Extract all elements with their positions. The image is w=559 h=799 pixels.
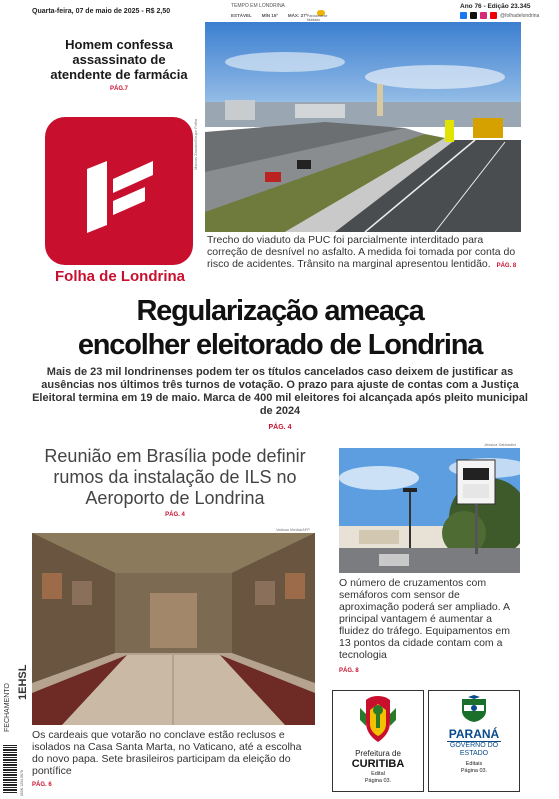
folha-logo	[45, 117, 193, 265]
edition-number: Ano 76 - Edição 23.345	[460, 3, 531, 10]
ad1-line1: Prefeitura de	[355, 749, 401, 758]
spine-issn: ISSN 1234-5678	[20, 770, 24, 796]
photo-traffic-page: PÁG. 8	[339, 668, 359, 674]
main-lead: Mais de 23 mil londrinenses podem ter os títulos cancelados caso deixem de justificar as ausências nos últimos três turnos de votação. O prazo para ajuste de contas com a Justiça Eleitoral termina em 19 de maio. Marca de 400 mil eleitores foi alcançada após pleito municipal de 2024	[32, 366, 528, 417]
weather-max: MÁX: 27º	[287, 13, 308, 18]
ad2-line4: Página 03.	[460, 768, 488, 774]
barcode	[3, 745, 17, 793]
story-pharmacy-page: PÁG.7	[109, 86, 128, 92]
ad2-line3: Editais	[465, 761, 483, 767]
headline-line-1: Regularização ameaça	[136, 295, 424, 327]
photo-viaduct-credit: Marcos Zanutto/Grupo Folha	[193, 118, 198, 170]
ad-governo-parana[interactable]	[428, 690, 520, 792]
photo-traffic-caption: O número de cruzamentos com semáforos com sensor de aproximação poderá ser ampliado. A principal vantagem é aumentar a fluidez do tráfego. Equipamentos em 13 pontos da cidade contam com a tecnologia	[339, 577, 511, 661]
curitiba-coat-of-arms-icon	[356, 694, 400, 744]
youtube-icon[interactable]	[490, 12, 497, 19]
parana-crest-icon	[454, 695, 494, 723]
ad1-line3: Edital	[371, 771, 385, 777]
spine-label: FECHAMENTO	[4, 683, 11, 732]
social-handle: @folhadelondrina	[500, 12, 540, 19]
brand-name: Folha de Londrina	[55, 268, 185, 285]
story-ils-title[interactable]: Reunião em Brasília pode definir rumos da instalação de ILS no Aeroporto de Londrina	[44, 446, 306, 508]
weather-min: MÍN 15º	[261, 13, 278, 18]
photo-vatican-caption: Os cardeais que votarão no conclave estão reclusos e isolados na Casa Santa Marta, no Vaticano, até a escolha do novo papa. Sete brasileiros participam da eleição do pontífice	[32, 729, 302, 777]
spine-code: 1EHSL	[17, 664, 29, 700]
facebook-icon[interactable]	[460, 12, 467, 19]
weather-icon-label: Parcialmente Nublado	[307, 14, 328, 22]
caption-page: PÁG. 8	[496, 263, 517, 269]
weather-title: TEMPO EM LONDRINA	[231, 3, 285, 9]
ad2-line1: PARANÁ	[448, 727, 500, 741]
caption-text: Trecho do viaduto da PUC foi parcialmente interditado para correção de desnível no asfalto. A medida foi tomada por conta do risco de acidentes. Trânsito na marginal apresentou lentidão.	[207, 234, 516, 270]
photo-traffic-credit: Jéssica Sabbadini	[484, 442, 517, 447]
social-links	[460, 12, 539, 19]
x-icon[interactable]	[470, 12, 477, 19]
ad2-line2: GOVERNO DO ESTADO	[447, 741, 501, 758]
photo-traffic	[339, 448, 520, 573]
story-pharmacy-title[interactable]: Homem confessa assassinato de atendente de farmácia	[50, 37, 188, 82]
photo-vatican-page: PÁG. 6	[32, 782, 52, 788]
headline-line-2: encolher eleitorado de Londrina	[77, 329, 483, 361]
photo-viaduct	[205, 22, 521, 232]
main-story-page: PÁG. 4	[268, 424, 292, 431]
folha-logo-mark-icon	[45, 117, 193, 265]
ad-prefeitura-curitiba[interactable]	[332, 690, 424, 792]
story-ils-page: PÁG. 4	[165, 512, 185, 518]
instagram-icon[interactable]	[480, 12, 487, 19]
photo-vatican-credit: Vatican Media/AFP	[276, 527, 310, 532]
date-price: Quarta-feira, 07 de maio de 2025 - R$ 2,50	[32, 8, 171, 15]
weather-state: ESTÁVEL	[231, 13, 252, 18]
ad1-line2: CURITIBA	[351, 758, 405, 770]
ad1-line4: Página 03.	[364, 778, 392, 784]
photo-vatican	[32, 533, 315, 725]
weather-box	[231, 3, 328, 22]
photo-viaduct-caption	[207, 234, 523, 272]
main-headline[interactable]	[20, 294, 540, 362]
